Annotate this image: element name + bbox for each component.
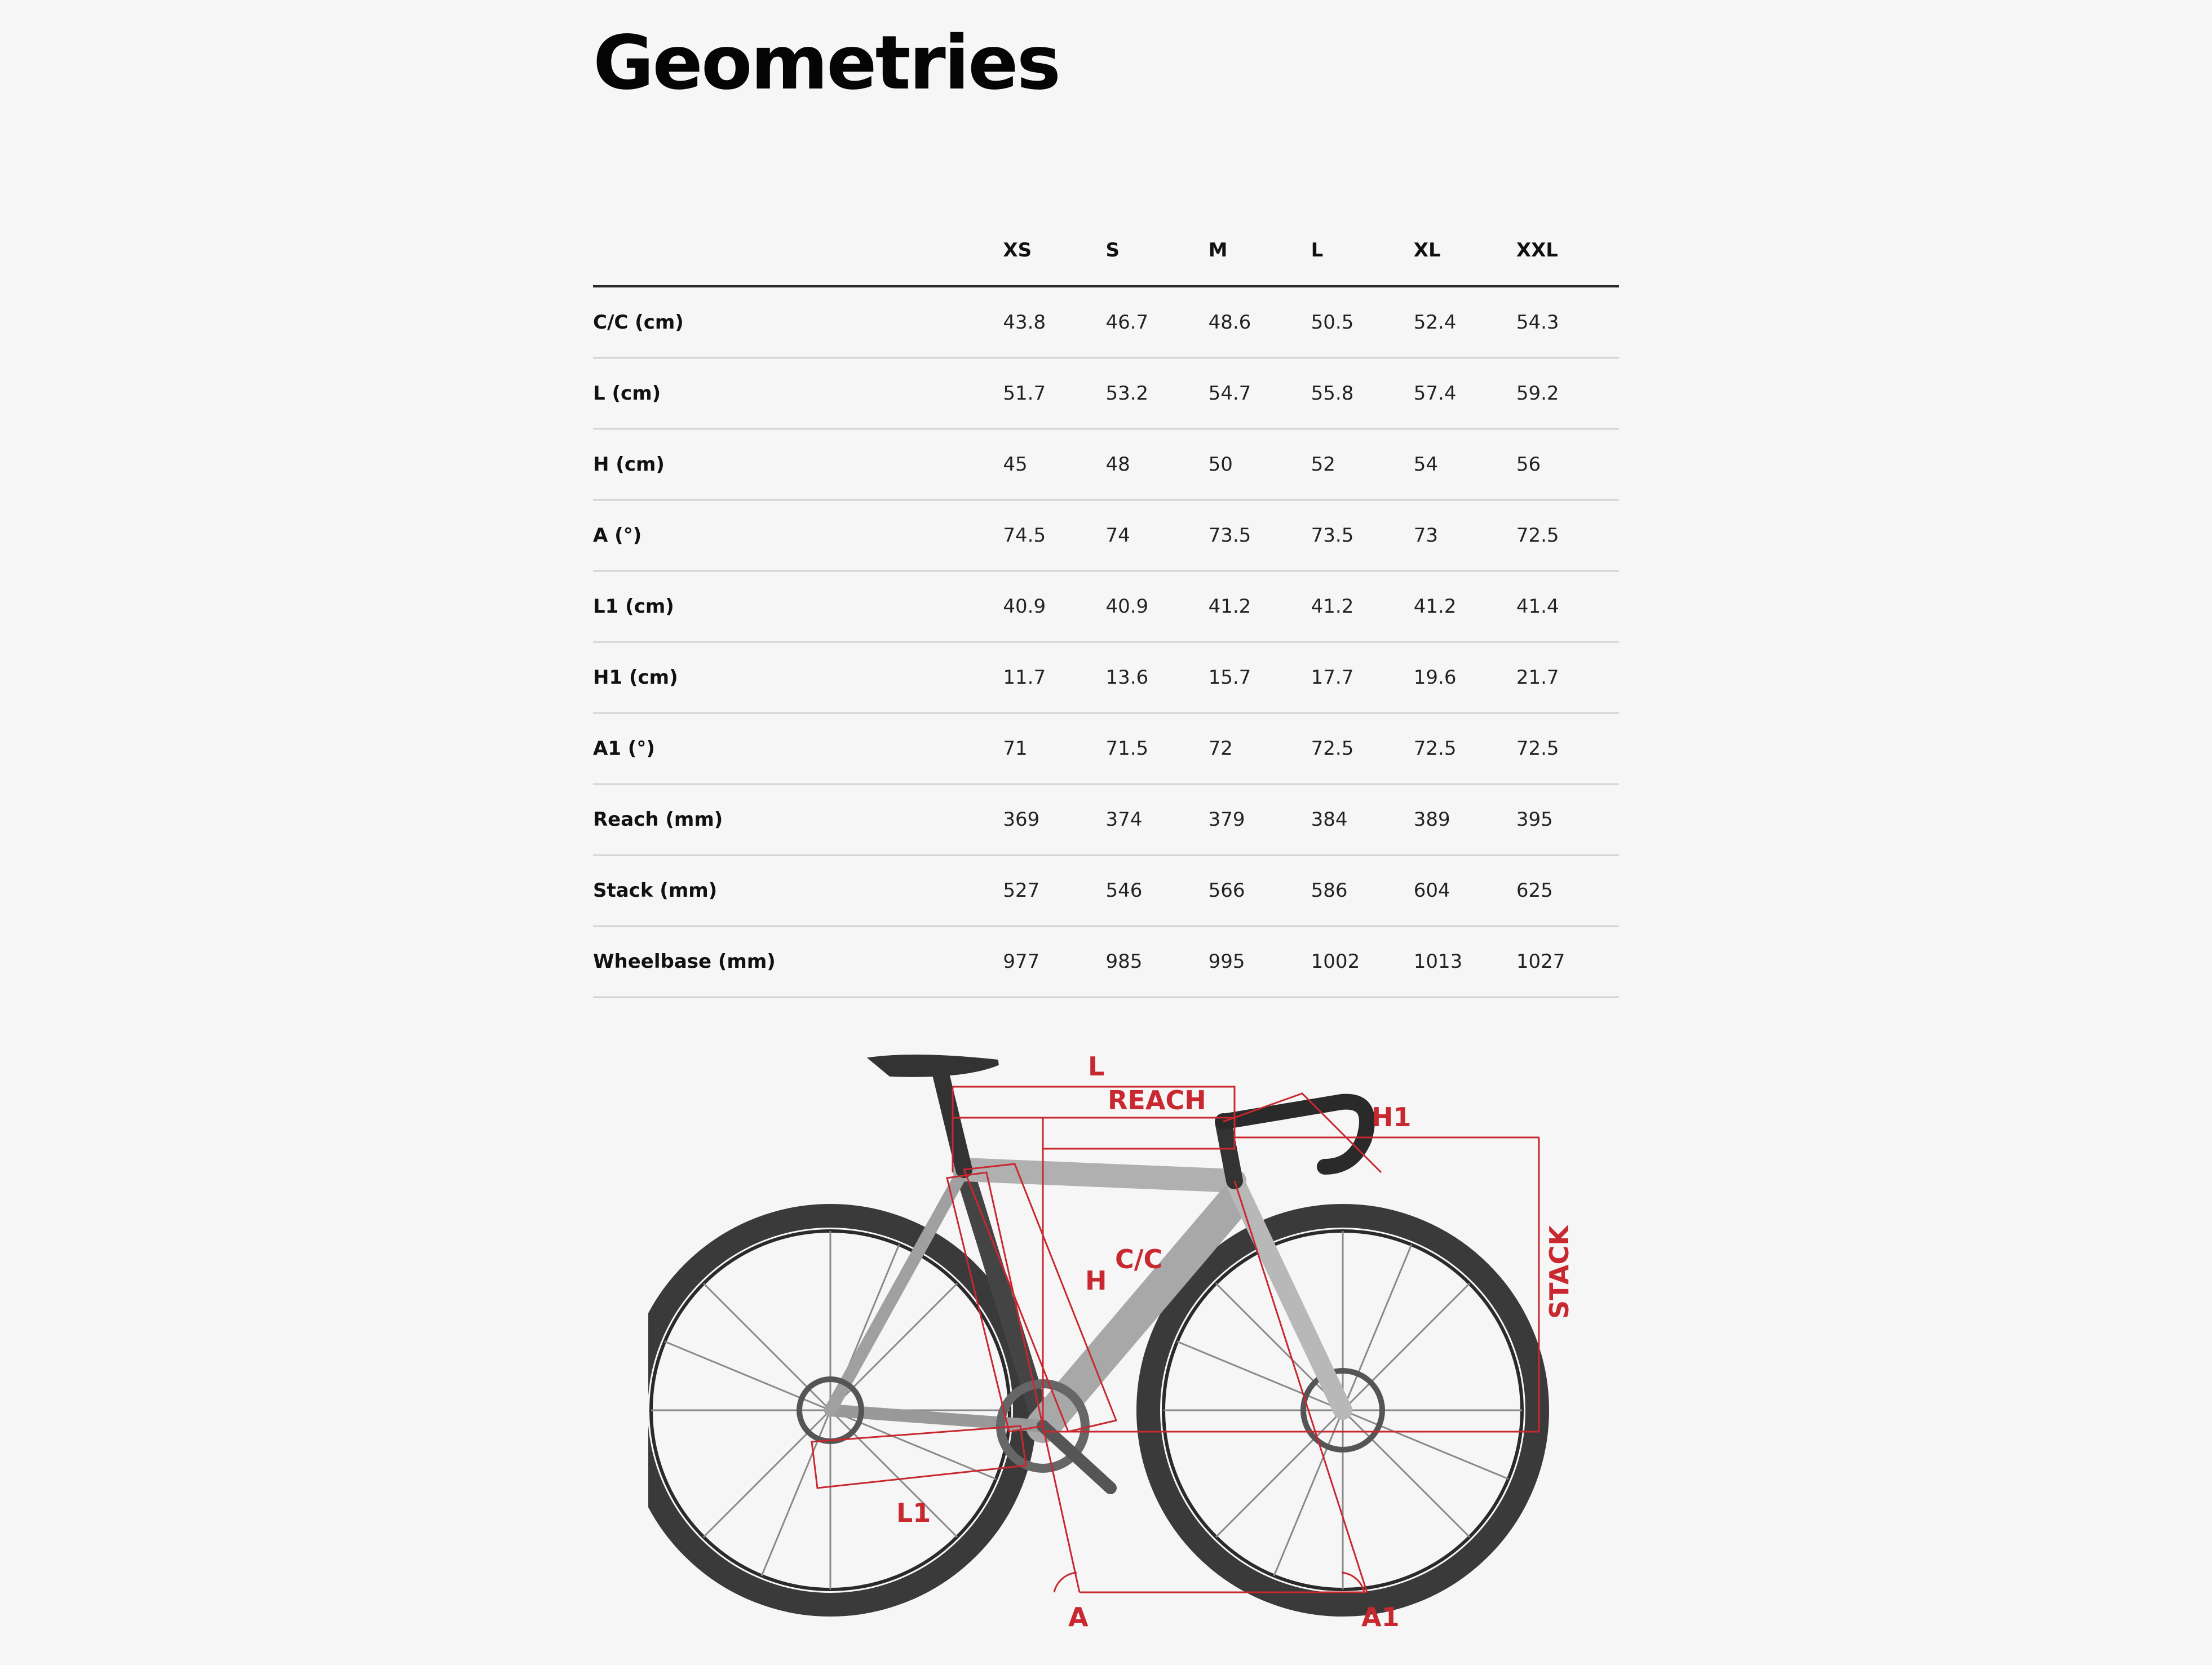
- table-cell: 586: [1311, 855, 1414, 926]
- bike-frame: [799, 1057, 1367, 1488]
- table-cell: 72.5: [1516, 500, 1619, 571]
- table-cell: 19.6: [1414, 642, 1516, 713]
- table-cell: 73.5: [1209, 500, 1311, 571]
- dimension-label-h: H: [1085, 1265, 1107, 1296]
- page-title: Geometries: [593, 20, 1060, 107]
- row-label: L (cm): [593, 358, 1003, 429]
- header-cell-xxl: XXL: [1516, 215, 1619, 286]
- table-cell: 374: [1105, 784, 1208, 855]
- row-label: A1 (°): [593, 713, 1003, 784]
- table-cell: 15.7: [1209, 642, 1311, 713]
- table-row: [593, 713, 1619, 784]
- table-cell: 17.7: [1311, 642, 1414, 713]
- table-cell: 55.8: [1311, 358, 1414, 429]
- table-cell: 45: [1003, 429, 1105, 500]
- table-cell: 566: [1209, 855, 1311, 926]
- table-row: [593, 358, 1619, 429]
- dimension-label-reach: REACH: [1108, 1085, 1206, 1115]
- table-cell: 73.5: [1311, 500, 1414, 571]
- table-header-row: [593, 215, 1619, 286]
- table-cell: 56: [1516, 429, 1619, 500]
- table-cell: 41.2: [1311, 571, 1414, 642]
- dimension-label-l: L: [1088, 1051, 1105, 1082]
- table-row: [593, 286, 1619, 358]
- table-cell: 51.7: [1003, 358, 1105, 429]
- table-cell: 41.2: [1414, 571, 1516, 642]
- table-row: [593, 429, 1619, 500]
- table-cell: 53.2: [1105, 358, 1208, 429]
- row-label: H1 (cm): [593, 642, 1003, 713]
- table-cell: 41.2: [1209, 571, 1311, 642]
- table-cell: 52.4: [1414, 286, 1516, 358]
- table-cell: 72: [1209, 713, 1311, 784]
- table-cell: 54.7: [1209, 358, 1311, 429]
- table-cell: 72.5: [1516, 713, 1619, 784]
- dimension-label-stack: STACK: [1544, 1225, 1574, 1319]
- table-cell: 59.2: [1516, 358, 1619, 429]
- table-cell: 74.5: [1003, 500, 1105, 571]
- dimension-label-h1: H1: [1372, 1102, 1412, 1132]
- table-row: [593, 926, 1619, 997]
- row-label: Stack (mm): [593, 855, 1003, 926]
- table-cell: 985: [1105, 926, 1208, 997]
- table-cell: 977: [1003, 926, 1105, 997]
- table-cell: 50: [1209, 429, 1311, 500]
- table-cell: 625: [1516, 855, 1619, 926]
- bike-geometry-diagram: [648, 1037, 1595, 1646]
- table-row: [593, 855, 1619, 926]
- row-label: Reach (mm): [593, 784, 1003, 855]
- dimension-label-a1: A1: [1361, 1602, 1400, 1632]
- table-cell: 995: [1209, 926, 1311, 997]
- table-cell: 48: [1105, 429, 1208, 500]
- table-cell: 1013: [1414, 926, 1516, 997]
- row-label: L1 (cm): [593, 571, 1003, 642]
- row-label: A (°): [593, 500, 1003, 571]
- table-cell: 369: [1003, 784, 1105, 855]
- row-label: C/C (cm): [593, 286, 1003, 358]
- header-cell-xl: XL: [1414, 215, 1516, 286]
- table-cell: 54.3: [1516, 286, 1619, 358]
- dimension-label-l1: L1: [896, 1498, 931, 1528]
- table-cell: 41.4: [1516, 571, 1619, 642]
- table-cell: 52: [1311, 429, 1414, 500]
- table-row: [593, 784, 1619, 855]
- table-cell: 48.6: [1209, 286, 1311, 358]
- table-cell: 384: [1311, 784, 1414, 855]
- header-cell-m: M: [1209, 215, 1311, 286]
- table-row: [593, 500, 1619, 571]
- table-cell: 379: [1209, 784, 1311, 855]
- table-cell: 72.5: [1311, 713, 1414, 784]
- table-row: [593, 571, 1619, 642]
- table-cell: 21.7: [1516, 642, 1619, 713]
- row-label: Wheelbase (mm): [593, 926, 1003, 997]
- table-cell: 527: [1003, 855, 1105, 926]
- table-cell: 13.6: [1105, 642, 1208, 713]
- table-cell: 73: [1414, 500, 1516, 571]
- geometry-table: [593, 215, 1619, 998]
- table-cell: 1027: [1516, 926, 1619, 997]
- table-cell: 11.7: [1003, 642, 1105, 713]
- table-cell: 57.4: [1414, 358, 1516, 429]
- table-cell: 546: [1105, 855, 1208, 926]
- table-cell: 74: [1105, 500, 1208, 571]
- table-cell: 71.5: [1105, 713, 1208, 784]
- table-cell: 389: [1414, 784, 1516, 855]
- table-cell: 43.8: [1003, 286, 1105, 358]
- table-cell: 604: [1414, 855, 1516, 926]
- table-cell: 1002: [1311, 926, 1414, 997]
- table-cell: 40.9: [1105, 571, 1208, 642]
- row-label: H (cm): [593, 429, 1003, 500]
- table-row: [593, 642, 1619, 713]
- table-cell: 395: [1516, 784, 1619, 855]
- table-cell: 72.5: [1414, 713, 1516, 784]
- header-cell-xs: XS: [1003, 215, 1105, 286]
- table-cell: 54: [1414, 429, 1516, 500]
- dimension-label-a: A: [1068, 1602, 1089, 1632]
- header-cell-l: L: [1311, 215, 1414, 286]
- table-cell: 50.5: [1311, 286, 1414, 358]
- table-cell: 71: [1003, 713, 1105, 784]
- dimension-label-cc: C/C: [1115, 1244, 1163, 1274]
- header-cell: [593, 215, 1003, 286]
- table-cell: 40.9: [1003, 571, 1105, 642]
- header-cell-s: S: [1105, 215, 1208, 286]
- table-cell: 46.7: [1105, 286, 1208, 358]
